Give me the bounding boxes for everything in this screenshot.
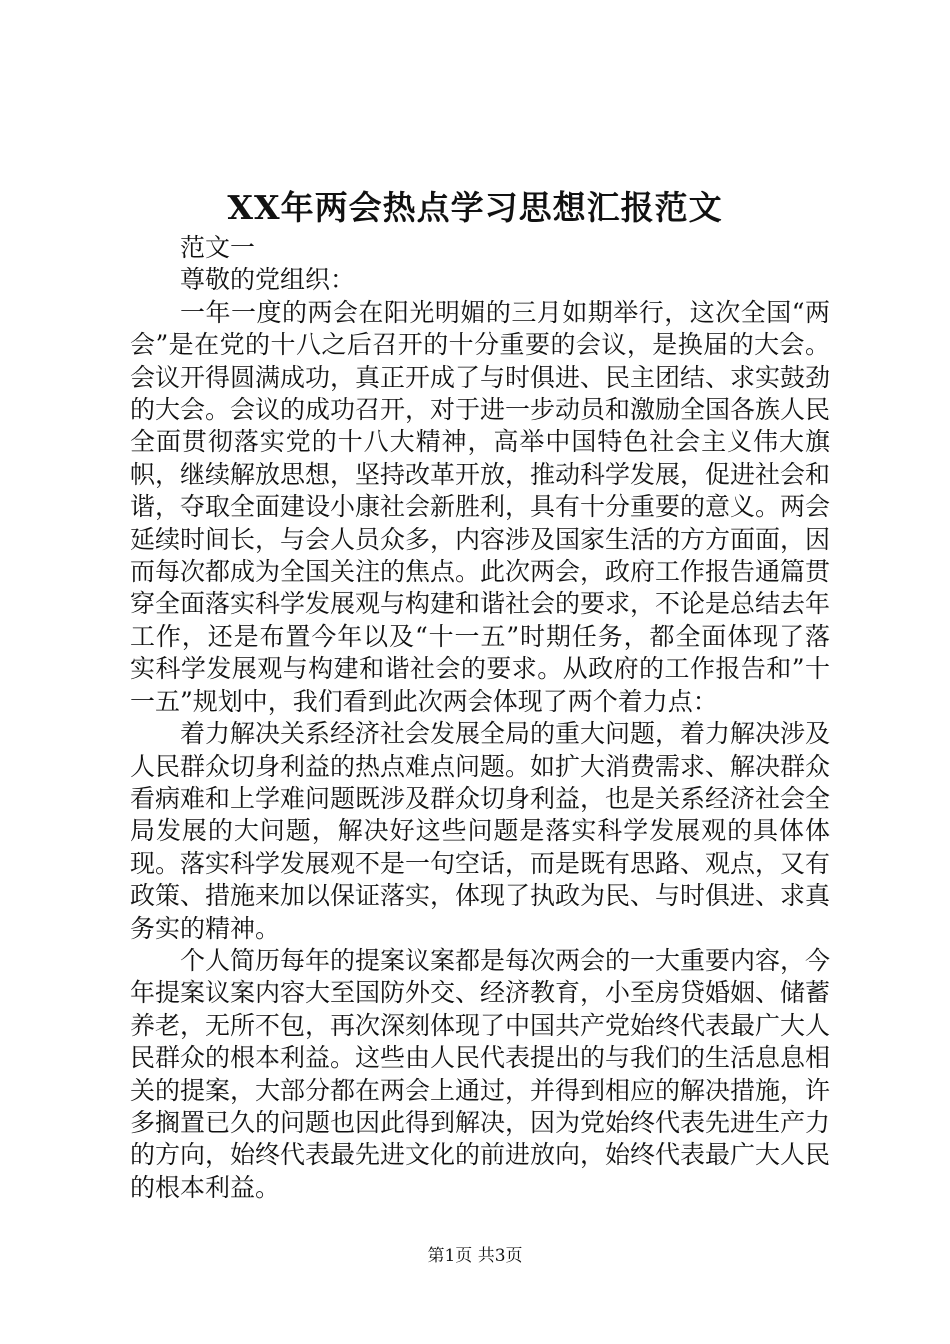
paragraph-3: 个人简历每年的提案议案都是每次两会的一大重要内容，今年提案议案内容大至国防外交、经济教育，小至房贷婚姻、储蓄养老，无所不包，再次深刻体现了中国共产党始终代表最广大人民群众的根本利益。这些由人民代表提出的与我们的生活息息相关的提案，大部分都在两会上通过，并得到相应的解决措施，许多搁置已久的问题也因此得到解决，因为党始终代表先进生产力的方向，始终代表最先进文化的前进放向，始终代表最广大人民的根本利益。 [130,945,831,1202]
document-title: XX年两会热点学习思想汇报范文 [227,188,723,227]
document-body [130,232,830,1204]
paragraph-2: 着力解决关系经济社会发展全局的重大问题，着力解决涉及人民群众切身利益的热点难点问题。如扩大消费需求、解决群众看病难和上学难问题既涉及群众切身利益，也是关系经济社会全局发展的大问题，解决好这些问题是落实科学发展观的具体体现。落实科学发展观不是一句空话，而是既有思路、观点，又有政策、措施来加以保证落实，体现了执政为民、与时俱进、求真务实的精神。 [130,719,831,943]
page-footer: 第1页 共3页 [427,1246,523,1266]
paragraph-1: 一年一度的两会在阳光明媚的三月如期举行，这次全国“两会”是在党的十八之后召开的十分重要的会议，是换届的大会。会议开得圆满成功，真正开成了与时俱进、民主团结、求实鼓劲的大会。会议的成功召开，对于进一步动员和激励全国各族人民全面贯彻落实党的十八大精神，高举中国特色社会主义伟大旗帜，继续解放思想，坚持改革开放，推动科学发展，促进社会和谐，夺取全面建设小康社会新胜利，具有十分重要的意义。两会延续时间长，与会人员众多，内容涉及国家生活的方方面面，因而每次都成为全国关注的焦点。此次两会，政府工作报告通篇贯穿全面落实科学发展观与构建和谐社会的要求，不论是总结去年工作，还是布置今年以及“十一五”时期任务，都全面体现了落实科学发展观与构建和谐社会的要求。从政府的工作报告和”十一五”规划中，我们看到此次两会体现了两个着力点： [130,297,831,716]
section-label: 范文一 [180,233,256,262]
salutation: 尊敬的党组织： [180,265,356,295]
